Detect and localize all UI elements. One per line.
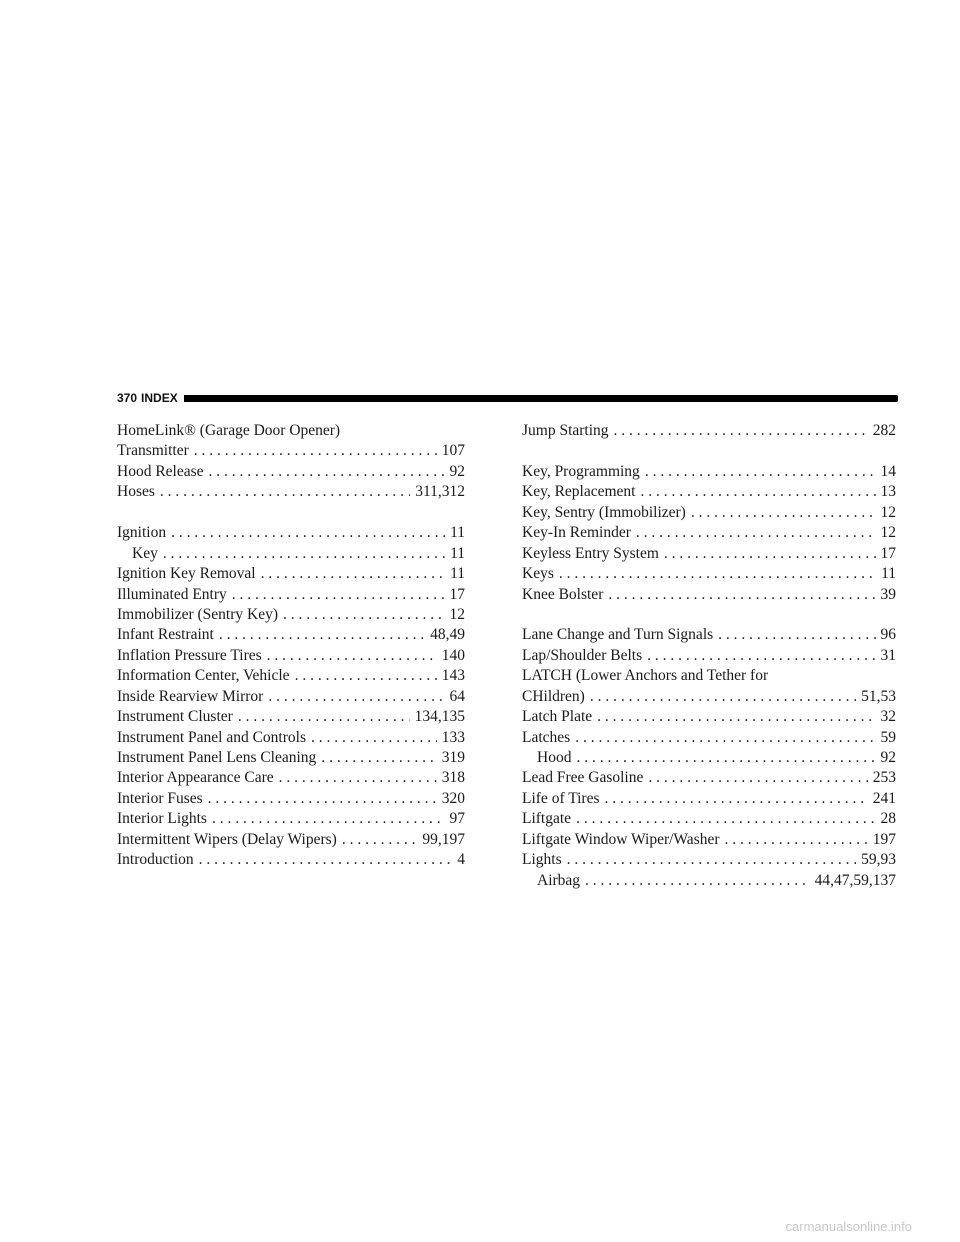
index-label: Intermittent Wipers (Delay Wipers) [117,830,337,848]
index-label: Hood Release [117,462,204,480]
index-entry [522,523,896,543]
leader-dots [283,605,445,625]
index-label: Introduction [117,851,194,869]
index-entry [522,809,896,829]
leader-dots [321,748,436,768]
index-label: Inside Rearview Mirror [117,687,264,705]
index-page-ref: 44,47,59,137 [814,871,896,889]
index-label: Ignition Key Removal [117,565,256,583]
index-page-ref: 12 [880,503,896,521]
index-page-ref: 48,49 [430,626,465,644]
leader-dots [261,564,445,584]
index-label: Illuminated Entry [117,585,227,603]
index-page-ref: 11 [450,565,465,583]
leader-dots [279,768,437,788]
leader-dots [645,462,876,482]
index-page-ref: 92 [449,462,465,480]
leader-dots [171,523,445,543]
index-entry [117,625,465,645]
index-page-ref: 59 [880,728,896,746]
index-label: Knee Bolster [522,585,604,603]
index-entry [522,544,896,564]
leader-dots [664,544,876,564]
leader-dots [268,687,444,707]
index-label: Key-In Reminder [522,524,631,542]
footer-watermark: carmanualsonline.info [785,1219,912,1234]
index-entry [522,462,896,482]
index-entry [522,585,896,605]
index-label: Hoses [117,483,155,501]
leader-dots [212,809,445,829]
leader-dots [311,728,437,748]
index-page-ref: 11 [450,524,465,542]
index-entry [117,850,465,870]
index-entry [522,625,896,645]
index-entry [522,728,896,748]
index-label: Lights [522,851,562,869]
leader-dots [209,462,445,482]
index-entry [522,421,896,441]
index-entry [522,503,896,523]
index-label: Inflation Pressure Tires [117,646,262,664]
leader-dots [194,441,437,461]
leader-dots [691,503,876,523]
index-entry [117,768,465,788]
leader-dots [636,523,876,543]
leader-dots [238,707,410,727]
index-label: Interior Appearance Care [117,769,274,787]
index-page-ref: 11 [881,565,896,583]
index-label: Latches [522,728,571,746]
index-page-ref: 12 [449,605,465,623]
index-entry [117,523,465,543]
index-label: Key, Sentry (Immobilizer) [522,503,686,521]
leader-dots [160,482,410,502]
index-entry [117,830,465,850]
index-entry [117,809,465,829]
index-label: CHildren) [522,687,585,705]
index-label: Infant Restraint [117,626,214,644]
index-label: Transmitter [117,442,189,460]
index-label: Airbag [537,871,581,889]
index-page-ref: 59,93 [861,851,896,869]
index-label: Keys [522,565,554,583]
index-label: Ignition [117,524,167,542]
header-rule [184,395,898,402]
index-heading [522,666,896,686]
index-page-ref: 99,197 [422,830,465,848]
leader-dots [614,421,868,441]
index-page-ref: 96 [880,626,896,644]
leader-dots [590,687,856,707]
index-label: Instrument Cluster [117,708,233,726]
index-page-ref: 97 [449,810,465,828]
page-number: 370 [117,391,138,405]
index-label: Key, Replacement [522,483,636,501]
index-page-ref: 253 [872,769,896,787]
leader-dots [648,768,867,788]
index-page-ref: 241 [872,789,896,807]
leader-dots [295,666,437,686]
index-entry [117,646,465,666]
section-title: INDEX [141,391,178,405]
index-label: Key, Programming [522,462,640,480]
index-entry [117,728,465,748]
leader-dots [585,871,810,891]
index-label: HomeLink® (Garage Door Opener) [117,422,341,439]
index-entry [522,646,896,666]
index-page-ref: 143 [441,667,465,685]
index-entry [117,441,465,461]
leader-dots [267,646,437,666]
index-entry [117,544,465,564]
index-column-right [522,421,896,891]
index-entry [117,748,465,768]
leader-dots [597,707,875,727]
leader-dots [219,625,425,645]
index-page-ref: 64 [449,687,465,705]
index-label: Interior Fuses [117,789,203,807]
index-entry [117,462,465,482]
index-label: Instrument Panel Lens Cleaning [117,749,317,766]
index-page-ref: 17 [880,544,896,562]
index-entry [522,789,896,809]
index-label: Hood [537,749,572,766]
leader-dots [342,830,418,850]
index-page-ref: 13 [880,483,896,501]
index-page-ref: 28 [880,810,896,828]
index-label: Life of Tires [522,789,600,807]
leader-dots [718,625,875,645]
index-page-ref: 12 [880,524,896,542]
index-entry [522,768,896,788]
index-page-ref: 14 [880,462,896,480]
index-page-ref: 319 [441,749,465,766]
index-entry [522,707,896,727]
index-page-ref: 197 [872,830,896,848]
index-entry [117,687,465,707]
index-entry [522,687,896,707]
index-page-ref: 17 [449,585,465,603]
index-page-ref: 140 [441,646,465,664]
index-page-ref: 31 [880,646,896,664]
index-page-ref: 133 [441,728,465,746]
leader-dots [725,830,868,850]
index-page-ref: 4 [457,851,465,869]
leader-dots [199,850,453,870]
index-entry [522,871,896,891]
index-entry [522,482,896,502]
index-page-ref: 11 [450,544,465,562]
leader-dots [575,728,875,748]
index-entry [117,707,465,727]
leader-dots [576,748,875,768]
index-label: Interior Lights [117,810,207,828]
index-label: Instrument Panel and Controls [117,728,306,746]
index-page-ref: 107 [441,442,465,460]
leader-dots [608,585,875,605]
index-entry [117,585,465,605]
leader-dots [559,564,876,584]
index-label: Information Center, Vehicle [117,667,290,685]
leader-dots [647,646,875,666]
index-heading [117,421,465,441]
index-page-ref: 92 [880,749,896,766]
leader-dots [640,482,875,502]
index-entry [522,830,896,850]
leader-dots [567,850,857,870]
index-label: Keyless Entry System [522,544,659,562]
index-page-ref: 51,53 [861,687,896,705]
index-label: Liftgate Window Wiper/Washer [522,830,720,848]
leader-dots [232,585,445,605]
page-header [117,389,898,407]
index-label: Jump Starting [522,422,609,439]
index-entry [117,482,465,502]
index-entry [117,666,465,686]
index-page-ref: 282 [872,422,896,439]
leader-dots [605,789,868,809]
leader-dots [208,789,437,809]
index-label: Lane Change and Turn Signals [522,626,714,644]
index-column-left [117,421,465,871]
index-page-ref: 318 [441,769,465,787]
index-label: Key [132,544,158,562]
index-label: Lead Free Gasoline [522,769,644,787]
index-entry [522,748,896,768]
index-label: Liftgate [522,810,572,828]
leader-dots [163,544,445,564]
index-label: Immobilizer (Sentry Key) [117,605,278,623]
index-entry [117,605,465,625]
index-page-ref: 311,312 [415,483,465,501]
index-label: Latch Plate [522,708,593,726]
index-page-ref: 320 [441,789,465,807]
leader-dots [576,809,875,829]
index-entry [522,850,896,870]
index-entry [117,789,465,809]
index-page-ref: 134,135 [414,708,465,726]
index-page-ref: 32 [880,708,896,726]
index-entry [522,564,896,584]
index-entry [117,564,465,584]
index-label: LATCH (Lower Anchors and Tether for [522,667,769,685]
index-label: Lap/Shoulder Belts [522,646,643,664]
index-page-ref: 39 [880,585,896,603]
